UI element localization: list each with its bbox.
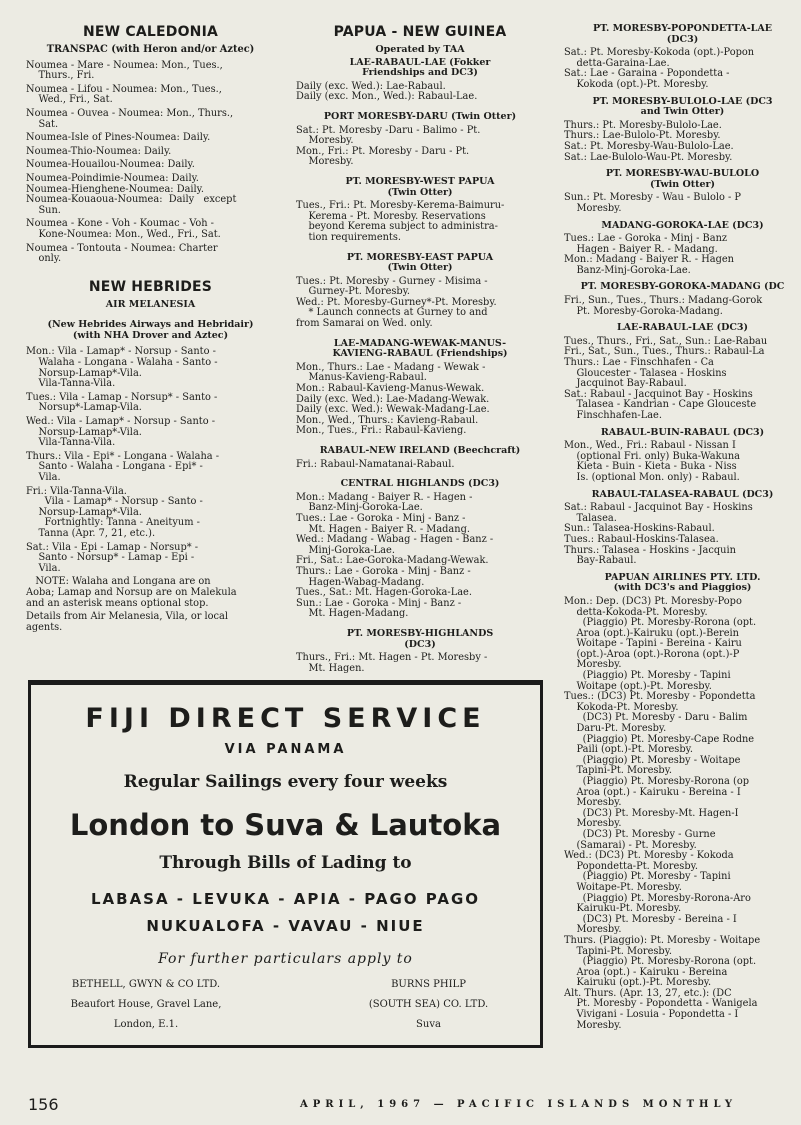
schedule-entry: Noumea - Mare - Noumea: Mon., Tues., Thurs., Fri. bbox=[26, 59, 223, 82]
timetable-new-hebrides bbox=[26, 347, 275, 633]
route-block bbox=[296, 339, 544, 437]
route-schedule: Sat.: Rabaul - Jacquinot Bay - Hoskins Talasea. Sun.: Talasea-Hoskins-Rabaul. Tues.: Rabaul-Hoskins-Talasea. Thurs.: Talasea - Hoskins - Jacquin Bay-Rabaul. bbox=[564, 502, 753, 567]
ad-agent-burns-philp bbox=[341, 975, 516, 1035]
column-new-caledonia-hebrides bbox=[26, 0, 275, 633]
route-heading: PT. MORESBY-POPONDETTA-LAE (DC3) bbox=[593, 23, 772, 45]
route-schedule: Sat.: Pt. Moresby-Kokoda (opt.)-Popon detta-Garaina-Lae. Sat.: Lae - Garaina - Popondetta - Kokoda (opt.)-Pt. Moresby. bbox=[564, 47, 755, 90]
ad-bills-of-lading: Through Bills of Lading to bbox=[159, 853, 412, 873]
subheading-airways: (New Hebrides Airways and Hebridair) bbox=[47, 319, 254, 331]
route-schedule: Mon.: Dep. (DC3) Pt. Moresby-Popo detta-Kokoda-Pt. Moresby. (Piaggio) Pt. Moresby-Rorona (opt. Aroa (opt.)-Kairuku (opt.)-Berein Woitape - Tapini - Bereina - Kairu (opt.)-Aroa (opt.)-Rorona (opt.)-P Moresby. (Piaggio) Pt. Moresby - Tapini Woitape (opt.)-Pt. Moresby. Tues.: (DC3) Pt. Moresby - Popondetta Kokoda-Pt. Moresby. (DC3) Pt. Moresby - Daru - Balim Daru-Pt. Moresby. (Piaggio) Pt. Moresby-Cape Rodne Paili (opt.)-Pt. Moresby. (Piaggio) Pt. Moresby - Woitape Tapini-Pt. Moresby. (Piaggio) Pt. Moresby-Rorona (op Aroa (opt.) - Kairuku - Bereina - I Moresby. (DC3) Pt. Moresby-Mt. Hagen-I Moresby. (DC3) Pt. Moresby - Gurne (Samarai) - Pt. Moresby. Wed.: (DC3) Pt. Moresby - Kokoda Popondetta-Pt. Moresby. (Piaggio) Pt. Moresby - Tapini Woitape-Pt. Moresby. (Piaggio) Pt. Moresby-Rorona-Aro Kairuku-Pt. Moresby. (DC3) Pt. Moresby - Bereina - I Moresby. Thurs. (Piaggio): Pt. Moresby - Woitape Tapini-Pt. Moresby. (Piaggio) Pt. Moresby-Rorona (opt. Aroa (opt.) - Kairuku - Bereina Kairuku (opt.)-Pt. Moresby. Alt. Thurs. (Apr. 13, 27, etc.): (DC Pt. Moresby - Popondetta - Wanigela Vivigani - Losuia - Popondetta - I Moresby. bbox=[564, 595, 761, 1031]
route-heading: PT. MORESBY-HIGHLANDS (DC3) bbox=[346, 627, 494, 650]
schedule-entry: Noumea-Poindimie-Noumea: Daily. Noumea-Hienghene-Noumea: Daily. Noumea-Kouaoua-Noumea: Daily except Sun. bbox=[26, 172, 237, 216]
route-schedule: Mon.: Madang - Baiyer R. - Hagen - Banz-Minj-Goroka-Lae. Tues.: Lae - Goroka - Minj - Banz - Mt. Hagen - Baiyer R. - Madang. Wed.: Madang - Wabag - Hagen - Banz - Minj-Goroka-Lae. Fri., Sat.: Lae-Goroka-Madang-Wewak. Thurs.: Lae - Goroka - Minj - Banz - Hagen-Wabag-Madang. Tues., Sat.: Mt. Hagen-Goroka-Lae. Sun.: Lae - Goroka - Minj - Banz - Mt. Hagen-Madang. bbox=[296, 491, 494, 620]
route-heading: MADANG-GOROKA-LAE (DC3) bbox=[601, 219, 764, 231]
route-heading: RABAUL-NEW IRELAND (Beechcraft) bbox=[319, 445, 521, 456]
column-papua-new-guinea bbox=[296, 0, 544, 674]
schedule-entry: Wed.: Vila - Lamap* - Norsup - Santo - Norsup-Lamap*-Vila. Vila-Tanna-Vila. bbox=[26, 416, 216, 449]
advertisement-fiji-direct-service bbox=[28, 680, 543, 1048]
route-block bbox=[564, 323, 801, 421]
schedule-entry: Noumea-Isle of Pines-Noumea: Daily. bbox=[26, 132, 211, 144]
schedule-entry: Mon.: Vila - Lamap* - Norsup - Santo - Walaha - Longana - Walaha - Santo - Norsup-Lamap*-Vila. Vila-Tanna-Vila. bbox=[26, 346, 218, 390]
schedule-entry: Sat.: Vila - Epi - Lamap - Norsup* - Santo - Norsup* - Lamap - Epi - Vila. bbox=[26, 541, 199, 574]
ad-agent-bethell bbox=[61, 975, 231, 1035]
ad-sailings: Regular Sailings every four weeks bbox=[123, 772, 448, 792]
timetable-papua-new-guinea bbox=[296, 58, 544, 675]
ad-particulars: For further particulars apply to bbox=[158, 951, 413, 967]
route-heading: PT. MORESBY-WAU-BULOLO (Twin Otter) bbox=[605, 168, 760, 190]
ad-agent2-name: BURNS PHILP bbox=[391, 979, 466, 990]
route-heading: PT. MORESBY-GOROKA-MADANG (DC bbox=[580, 281, 785, 293]
route-block bbox=[296, 58, 544, 103]
ad-via-panama: VIA PANAMA bbox=[224, 742, 347, 757]
route-heading: PT. MORESBY-BULOLO-LAE (DC3 and Twin Otter) bbox=[592, 95, 773, 118]
route-block bbox=[564, 282, 801, 317]
ad-route: London to Suva & Lautoka bbox=[69, 808, 502, 842]
schedule-entry: Details from Air Melanesia, Vila, or local agents. bbox=[26, 611, 229, 633]
schedule-entry: Noumea - Lifou - Noumea: Mon., Tues., Wed., Fri., Sat. bbox=[26, 83, 222, 106]
route-schedule: Tues., Thurs., Fri., Sat., Sun.: Lae-Rabau Fri., Sat., Sun., Tues., Thurs.: Rabaul-La Thurs.: Lae - Finschhafen - Ca Gloucester - Talasea - Hoskins Jacquinot Bay-Rabaul. Sat.: Rabaul - Jacquinot Bay - Hoskins Talasea - Kandrian - Cape Glouceste Finschhafen-Lae. bbox=[564, 335, 768, 421]
route-block bbox=[564, 24, 801, 91]
route-schedule: Tues.: Pt. Moresby - Gurney - Misima - Gurney-Pt. Moresby. Wed.: Pt. Moresby-Gurney*-Pt. Moresby. * Launch connects at Gurney to and from Samarai on Wed. only. bbox=[296, 275, 497, 330]
heading-new-caledonia: NEW CALEDONIA bbox=[82, 24, 219, 40]
ad-ports-line2: NUKUALOFA - VAVAU - NIUE bbox=[146, 917, 425, 935]
ad-ports-line1: LABASA - LEVUKA - APIA - PAGO PAGO bbox=[90, 890, 481, 908]
route-block bbox=[564, 428, 801, 484]
running-footer: APRIL, 1967 — PACIFIC ISLANDS MONTHLY bbox=[300, 1099, 738, 1110]
route-schedule: Tues., Fri.: Pt. Moresby-Kerema-Baimuru- Kerema - Pt. Moresby. Reservations beyond Kerema subject to administra- tion requirements. bbox=[296, 200, 505, 243]
route-block bbox=[564, 221, 801, 277]
route-schedule: Daily (exc. Wed.): Lae-Rabaul. Daily (exc. Mon., Wed.): Rabaul-Lae. bbox=[296, 80, 478, 103]
schedule-entry: Fri.: Vila-Tanna-Vila. Vila - Lamap* - Norsup - Santo - Norsup-Lamap*-Vila. Fortnightly: Tanna - Aneityum - Tanna (Apr. 7, 21, etc.). bbox=[26, 485, 203, 539]
route-heading: LAE-RABAUL-LAE (DC3) bbox=[617, 322, 748, 334]
page-number: 156 bbox=[28, 1095, 59, 1114]
route-schedule: Sun.: Pt. Moresby - Wau - Bulolo - P Moresby. bbox=[564, 192, 742, 214]
column-papua-routes bbox=[564, 0, 801, 1031]
timetable-new-caledonia bbox=[26, 61, 275, 265]
timetable-papua-routes bbox=[564, 24, 801, 1031]
schedule-entry: NOTE: Walaha and Longana are on Aoba; Lamap and Norsup are on Malekula and an asterisk means optional stop. bbox=[26, 576, 237, 609]
route-schedule: Thurs.: Pt. Moresby-Bulolo-Lae. Thurs.: Lae-Bulolo-Pt. Moresby. Sat.: Pt. Moresby-Wau-Bulolo-Lae. Sat.: Lae-Bulolo-Wau-Pt. Moresby. bbox=[564, 119, 734, 163]
route-block bbox=[564, 573, 801, 1032]
route-block bbox=[296, 446, 544, 470]
schedule-entry: Noumea - Kone - Voh - Koumac - Voh - Kone-Noumea: Mon., Wed., Fri., Sat. bbox=[26, 218, 221, 240]
route-heading: PAPUAN AIRLINES PTY. LTD. (with DC3's and Piaggios) bbox=[604, 571, 761, 594]
route-schedule: Mon., Wed., Fri.: Rabaul - Nissan I (optional Fri. only) Buka-Wakuna Kieta - Buin - Kieta - Buka - Niss Is. (optional Mon. only) - Rabaul. bbox=[564, 440, 740, 483]
schedule-entry: Noumea - Tontouta - Noumea: Charter only. bbox=[26, 242, 218, 265]
route-block bbox=[296, 253, 544, 330]
route-heading: PT. MORESBY-EAST PAPUA (Twin Otter) bbox=[346, 251, 494, 274]
route-heading: LAE-MADANG-WEWAK-MANUS- KAVIENG-RABAUL (Friendships) bbox=[332, 337, 508, 360]
ad-agent1-name: BETHELL, GWYN & CO LTD. bbox=[71, 979, 221, 990]
route-block bbox=[296, 479, 544, 620]
route-block bbox=[564, 490, 801, 567]
heading-new-hebrides: NEW HEBRIDES bbox=[88, 278, 213, 295]
subheading-aircraft: (with NHA Drover and Aztec) bbox=[72, 329, 229, 341]
route-schedule: Mon., Thurs.: Lae - Madang - Wewak - Manus-Kavieng-Rabaul. Mon.: Rabaul-Kavieng-Manus-Wewak. Daily (exc. Wed.): Lae-Madang-Wewak. Daily (exc. Wed.): Wewak-Madang-Lae. Mon., Wed., Thurs.: Kavieng-Rabaul. Mon., Tues., Fri.: Rabaul-Kavieng. bbox=[296, 361, 490, 437]
route-block bbox=[564, 169, 801, 214]
route-schedule: Sat.: Pt. Moresby -Daru - Balimo - Pt. Moresby. Mon., Fri.: Pt. Moresby - Daru - Pt. Moresby. bbox=[296, 124, 481, 168]
route-block bbox=[296, 629, 544, 674]
route-block bbox=[296, 112, 544, 168]
schedule-entry: Tues.: Vila - Lamap - Norsup* - Santo - Norsup*-Lamap-Vila. bbox=[26, 391, 218, 414]
ad-agent2-city: Suva bbox=[416, 1019, 441, 1030]
route-block bbox=[296, 177, 544, 244]
schedule-entry: Thurs.: Vila - Epi* - Longana - Walaha - Santo - Walaha - Longana - Epi* - Vila. bbox=[26, 450, 220, 483]
schedule-entry: Noumea-Thio-Noumea: Daily. bbox=[26, 145, 172, 157]
route-block bbox=[564, 97, 801, 164]
route-heading: LAE-RABAUL-LAE (Fokker Friendships and DC3) bbox=[349, 56, 491, 79]
schedule-entry: Noumea-Houailou-Noumea: Daily. bbox=[26, 159, 195, 171]
ad-agent1-address: Beaufort House, Gravel Lane, bbox=[70, 999, 222, 1010]
ad-agent2-company: (SOUTH SEA) CO. LTD. bbox=[368, 999, 489, 1010]
subheading-air-melanesia: AIR MELANESIA bbox=[105, 298, 196, 310]
route-heading: PT. MORESBY-WEST PAPUA (Twin Otter) bbox=[345, 175, 495, 198]
route-heading: PORT MORESBY-DARU (Twin Otter) bbox=[323, 110, 517, 122]
route-schedule: Fri., Sun., Tues., Thurs.: Madang-Gorok Pt. Moresby-Goroka-Madang. bbox=[564, 295, 763, 317]
route-heading: CENTRAL HIGHLANDS (DC3) bbox=[340, 478, 500, 490]
ad-agent1-city: London, E.1. bbox=[113, 1019, 179, 1030]
subheading-operator: Operated by TAA bbox=[375, 44, 465, 55]
heading-papua-new-guinea: PAPUA - NEW GUINEA bbox=[333, 24, 507, 40]
route-heading: RABAUL-TALASEA-RABAUL (DC3) bbox=[591, 488, 774, 500]
route-schedule: Tues.: Lae - Goroka - Minj - Banz Hagen - Baiyer R. - Madang. Mon.: Madang - Baiyer R. - Hagen Banz-Minj-Goroka-Lae. bbox=[564, 233, 734, 276]
route-schedule: Fri.: Rabaul-Namatanai-Rabaul. bbox=[296, 458, 455, 470]
route-schedule: Thurs., Fri.: Mt. Hagen - Pt. Moresby - Mt. Hagen. bbox=[296, 652, 488, 674]
route-heading: RABAUL-BUIN-RABAUL (DC3) bbox=[600, 426, 765, 438]
subheading-transpac: TRANSPAC (with Heron and/or Aztec) bbox=[46, 44, 255, 55]
ad-title: FIJI DIRECT SERVICE bbox=[85, 703, 486, 734]
schedule-entry: Noumea - Ouvea - Noumea: Mon., Thurs., Sat. bbox=[26, 107, 234, 130]
